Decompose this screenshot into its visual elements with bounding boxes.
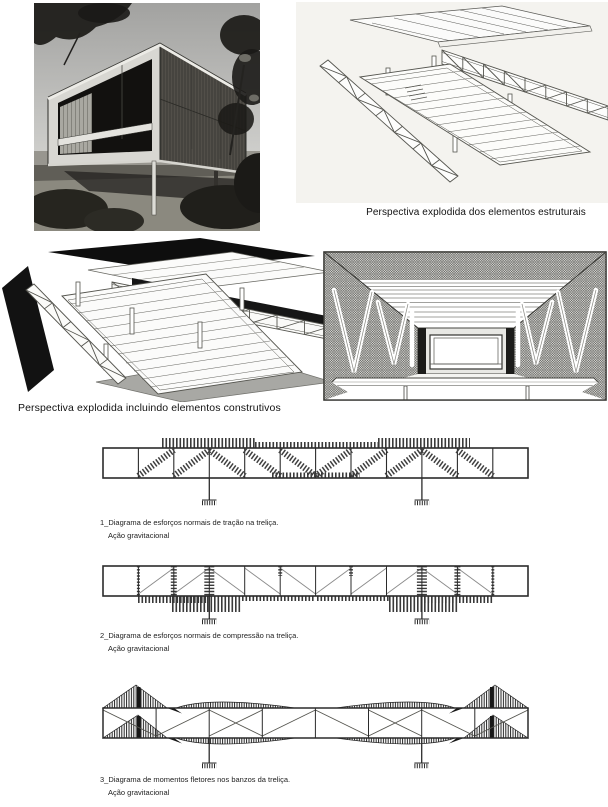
floor-deck — [62, 274, 302, 394]
caption-diagram-2-subtitle: Ação gravitacional — [108, 644, 170, 653]
truss-frame — [103, 708, 528, 738]
diagram-tension-figure — [92, 430, 542, 515]
floor-post — [404, 386, 407, 400]
caption-diagram-3-subtitle: Ação gravitacional — [108, 788, 170, 797]
house-photo-figure — [34, 3, 260, 231]
exploded-structural-drawing — [290, 2, 608, 205]
floor — [324, 374, 606, 400]
interior-perspective-figure — [322, 250, 608, 402]
caption-diagram-3-title: 3_Diagrama de momentos fletores nos banzos da treliça. — [100, 775, 291, 784]
diagram-tension — [92, 430, 542, 515]
truss-frame — [103, 566, 528, 596]
diagram-compression-figure — [92, 556, 542, 631]
back-wall — [418, 328, 514, 374]
caption-exploded-constructive: Perspectiva explodida incluindo elementos construtivos — [18, 402, 281, 414]
caption-diagram-1-subtitle: Ação gravitacional — [108, 531, 170, 540]
diagram-moments-figure — [92, 678, 542, 773]
house-photo — [34, 3, 260, 231]
diagram-moments — [92, 678, 542, 773]
floor-post-2 — [526, 386, 529, 400]
exploded-constructive-drawing — [0, 236, 372, 402]
caption-exploded-structural: Perspectiva explodida dos elementos estruturais — [366, 207, 586, 218]
caption-diagram-1-title: 1_Diagrama de esforços normais de tração na treliça. — [100, 518, 279, 527]
supports — [202, 478, 429, 503]
caption-diagram-2-title: 2_Diagrama de esforços normais de compressão na treliça. — [100, 631, 299, 640]
photo-piloti-column — [152, 161, 156, 215]
interior-perspective-drawing — [322, 250, 608, 402]
side-cladding-panel-left — [2, 266, 54, 392]
exploded-structural-figure — [290, 2, 608, 205]
exploded-constructive-figure — [0, 236, 372, 402]
diagram-compression — [92, 556, 542, 631]
